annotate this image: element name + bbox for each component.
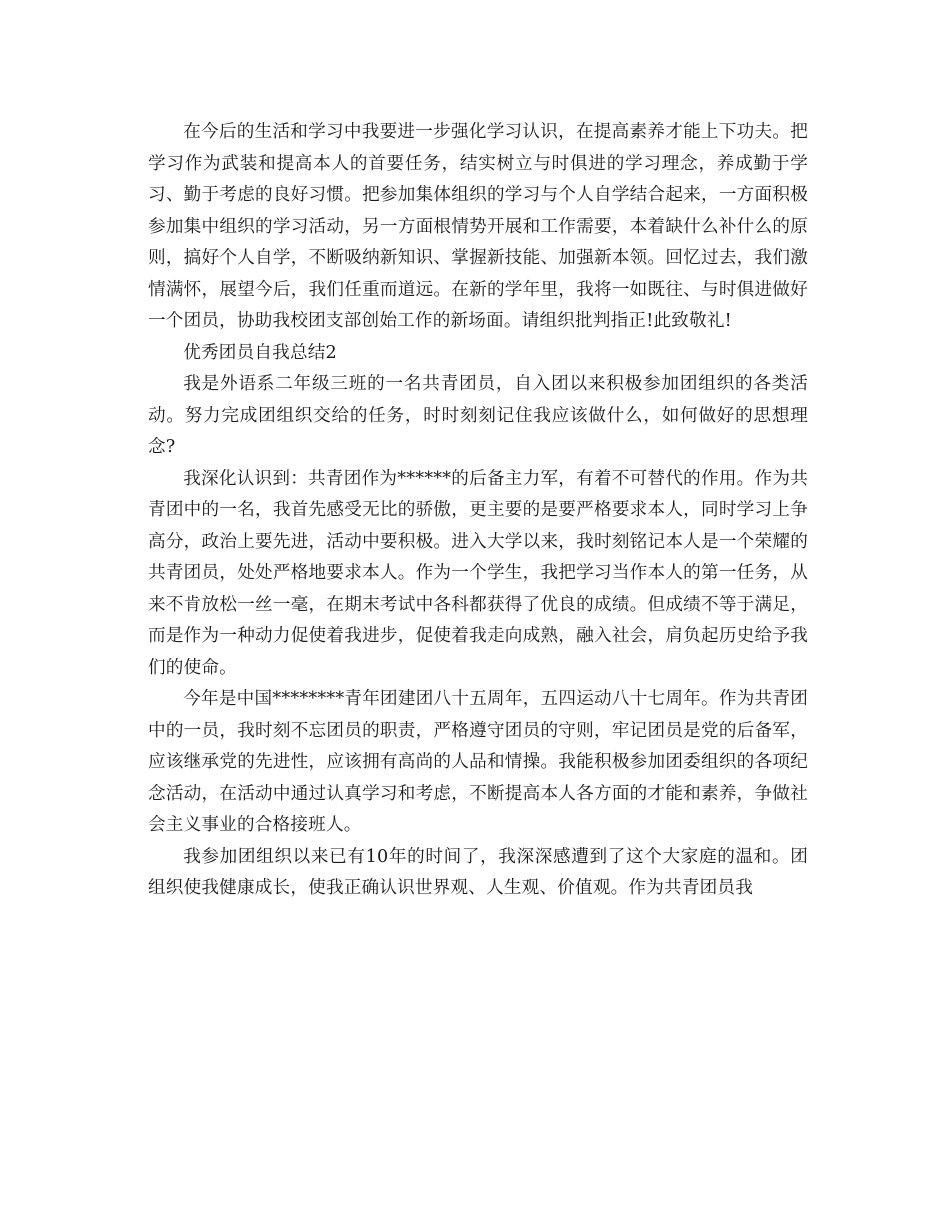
paragraph-intro: 我是外语系二年级三班的一名共青团员，自入团以来积极参加团组织的各类活动。努力完成团组织交给的任务，时时刻刻记住我应该做什么，如何做好的思想理念? xyxy=(148,374,808,457)
paragraph-study-plan: 在今后的生活和学习中我要进一步强化学习认识，在提高素养才能上下功夫。把学习作为武装和提高本人的首要任务，结实树立与时俱进的学习理念，养成勤于学习、勤于考虑的良好习惯。把参加集体组织的学习与个人自学结合起来，一方面积极参加集中组织的学习活动，另一方面根情势开展和工作需要，本着缺什么补什么的原则，搞好个人自学，不断吸纳新知识、掌握新技能、加强新本领。回忆过去，我们激情满怀，展望今后，我们任重而道远。在新的学年里，我将一如既往、与时俱进做好一个团员，协助我校团支部创始工作的新场面。请组织批判指正!此致敬礼! xyxy=(148,122,808,331)
section-heading: 优秀团员自我总结2 xyxy=(183,342,337,363)
document-body xyxy=(148,117,808,905)
paragraph-membership: 我参加团组织以来已有10年的时间了，我深深感遭到了这个大家庭的温和。团组织使我健康成长，使我正确认识世界观、人生观、价值观。作为共青团员我 xyxy=(148,846,808,898)
paragraph-understanding: 我深化认识到：共青团作为******的后备主力军，有着不可替代的作用。作为共青团中的一名，我首先感受无比的骄傲，更主要的是要严格要求本人，同时学习上争高分，政治上要先进，活动中要积极。进入大学以来，我时刻铭记本人是一个荣耀的共青团员，处处严格地要求本人。作为一个学生，我把学习当作本人的第一任务，从来不肯放松一丝一毫，在期末考试中各科都获得了优良的成绩。但成绩不等于满足，而是作为一种动力促使着我进步，促使着我走向成熟，融入社会，肩负起历史给予我们的使命。 xyxy=(148,468,808,678)
paragraph-anniversary: 今年是中国********青年团建团八十五周年，五四运动八十七周年。作为共青团中的一员，我时刻不忘团员的职责，严格遵守团员的守则，牢记团员是党的后备军，应该继承党的先进性，应该拥有高尚的人品和情操。我能积极参加团委组织的各项纪念活动，在活动中通过认真学习和考虑，不断提高本人各方面的才能和素养，争做社会主义事业的合格接班人。 xyxy=(148,689,808,835)
